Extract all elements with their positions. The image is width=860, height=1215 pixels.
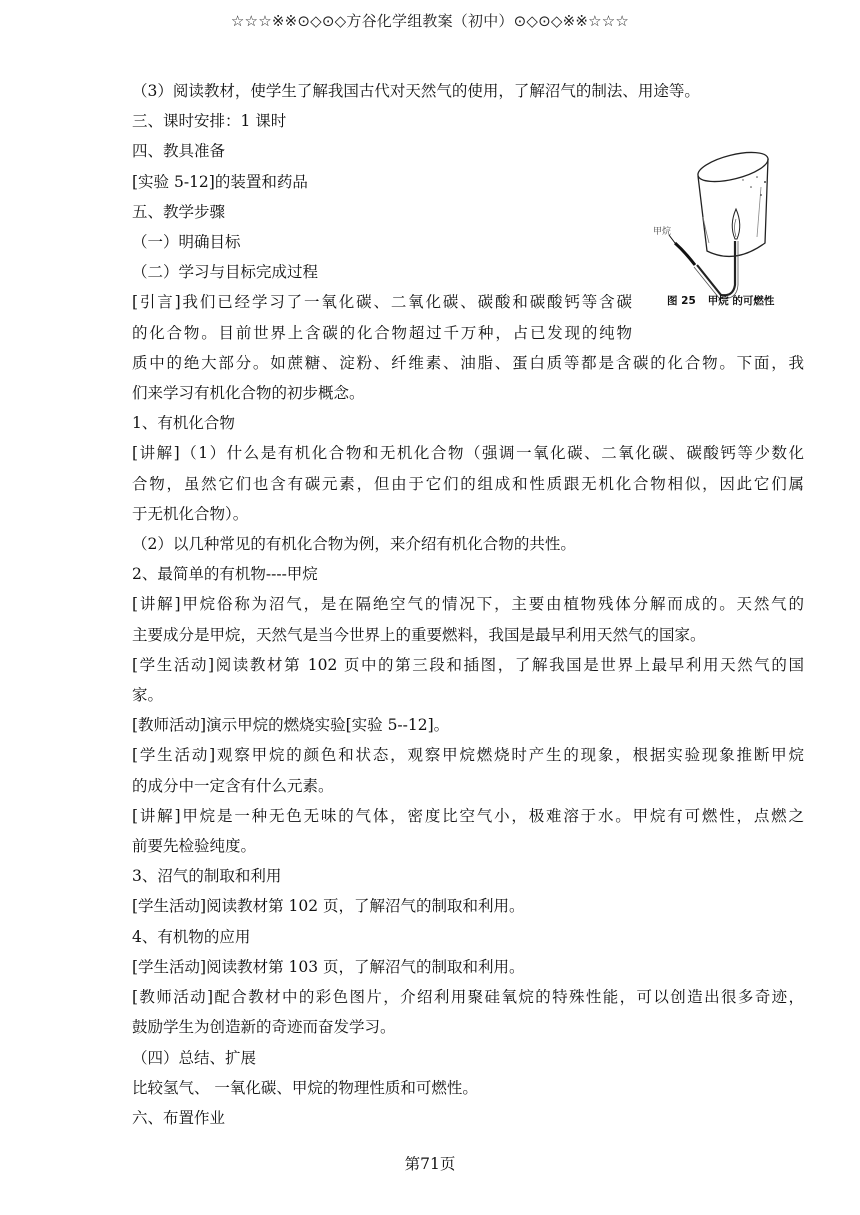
text-line: 们来学习有机化合物的初步概念。 [132, 384, 365, 403]
text-line: [教师活动]配合教材中的彩色图片，介绍利用聚硅氧烷的特殊性能，可以创造出很多奇迹， [132, 988, 804, 1007]
text-line: 主要成分是甲烷，天然气是当今世界上的重要燃料，我国是最早利用天然气的国家。 [132, 625, 706, 644]
subsection-heading: （四）总结、扩展 [132, 1048, 257, 1067]
section-heading: 4、有机物的应用 [132, 927, 251, 946]
page-header: ☆☆☆※※⊙◇⊙◇方谷化学组教案（初中）⊙◇⊙◇※※☆☆☆ [230, 12, 630, 30]
subsection-heading: （二）学习与目标完成过程 [132, 263, 319, 282]
text-line: [讲解]甲烷俗称为沼气，是在隔绝空气的情况下，主要由植物残体分解而成的。天然气的 [132, 595, 804, 614]
section-heading: 五、教学步骤 [132, 202, 226, 221]
figure-number: 图 25 [667, 295, 696, 307]
text-line: [引言]我们已经学习了一氧化碳、二氧化碳、碳酸和碳酸钙等含碳 [132, 293, 632, 312]
text-line: [讲解]甲烷是一种无色无味的气体，密度比空气小，极难溶于水。甲烷有可燃性，点燃之 [132, 806, 804, 825]
subsection-heading: （一）明确目标 [132, 233, 241, 252]
text-line: [学生活动]阅读教材第 102 页，了解沼气的制取和利用。 [132, 897, 525, 916]
text-line: 合物，虽然它们也含有碳元素，但由于它们的组成和性质跟无机化合物相似，因此它们属 [132, 474, 804, 493]
text-line: [学生活动]阅读教材第 102 页中的第三段和插图，了解我国是世界上最早利用天然气的国 [132, 655, 804, 674]
text-line: 家。 [132, 686, 164, 705]
text-line: [教师活动]演示甲烷的燃烧实验[实验 5--12]。 [132, 716, 450, 735]
text-line: （3）阅读教材，使学生了解我国古代对天然气的使用，了解沼气的制法、用途等。 [132, 82, 700, 100]
text-line: [实验 5-12]的装置和药品 [132, 172, 308, 191]
text-line: 于无机化合物）。 [132, 504, 249, 523]
text-line: 鼓励学生为创造新的奇迹而奋发学习。 [132, 1018, 396, 1037]
section-heading: 2、最简单的有机物----甲烷 [132, 565, 318, 584]
text-line: [学生活动]观察甲烷的颜色和状态，观察甲烷燃烧时产生的现象，根据实验现象推断甲烷 [132, 746, 804, 765]
text-line: [学生活动]阅读教材第 103 页，了解沼气的制取和利用。 [132, 957, 525, 976]
section-heading: 3、沼气的制取和利用 [132, 867, 282, 886]
text-line: （2）以几种常见的有机化合物为例，来介绍有机化合物的共性。 [132, 535, 576, 554]
text-line: 的成分中一定含有什么元素。 [132, 776, 334, 795]
text-line: 前要先检验纯度。 [132, 837, 257, 856]
text-line: 比较氢气、 一氧化碳、甲烷的物理性质和可燃性。 [132, 1078, 478, 1097]
section-heading: 四、教具准备 [132, 142, 226, 161]
section-heading: 六、布置作业 [132, 1108, 226, 1127]
figure-caption [667, 293, 797, 308]
text-line: 的化合物。目前世界上含碳的化合物超过千万种，占已发现的纯物 [132, 323, 632, 342]
figure-title: 甲烷 的可燃性 [707, 295, 775, 307]
figure-label-methane: 甲烷 [653, 227, 672, 237]
section-heading: 三、课时安排：1 课时 [132, 112, 287, 131]
text-line: [讲解]（1）什么是有机化合物和无机化合物（强调一氧化碳、二氧化碳、碳酸钙等少数化 [132, 444, 804, 463]
section-heading: 1、有机化合物 [132, 414, 235, 433]
text-line: 质中的绝大部分。如蔗糖、淀粉、纤维素、油脂、蛋白质等都是含碳的化合物。下面，我 [132, 353, 804, 372]
page-number: 第71页 [404, 1155, 456, 1173]
